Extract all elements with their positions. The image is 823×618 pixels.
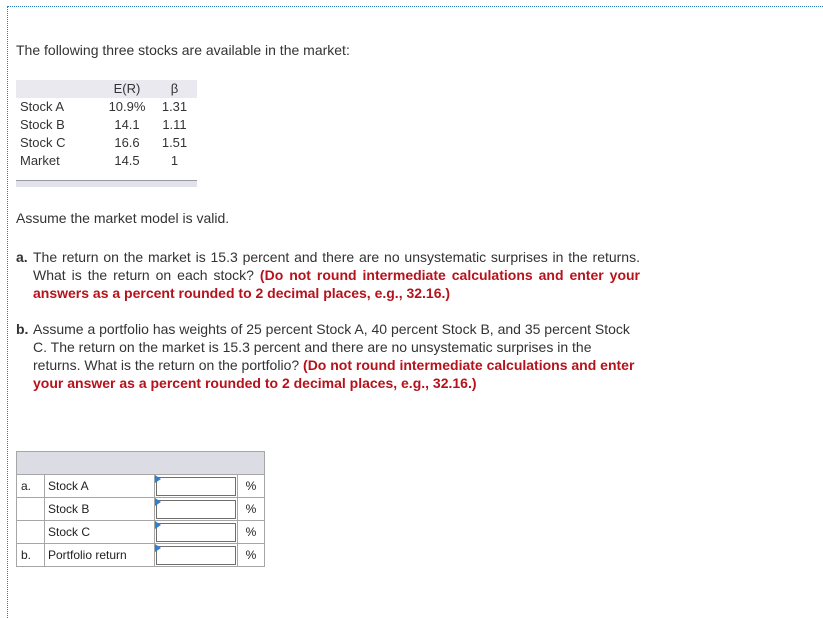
answer-letter	[17, 521, 45, 544]
question-a-label: a.	[16, 249, 28, 265]
input-flag-icon	[155, 498, 161, 506]
answer-input-cell	[155, 498, 238, 521]
stock-name: Market	[20, 153, 60, 168]
percent-unit: %	[238, 521, 265, 544]
percent-unit: %	[238, 475, 265, 498]
answer-table	[16, 451, 265, 567]
assumption-text: Assume the market model is valid.	[16, 210, 230, 226]
header-cell-expected-return: E(R)	[113, 81, 141, 96]
answer-label: Stock B	[45, 498, 155, 521]
stock-b-return-input[interactable]	[156, 500, 236, 519]
intro-text: The following three stocks are available in the market:	[16, 42, 350, 58]
stock-beta: 1.51	[161, 135, 188, 150]
question-a-body	[16, 248, 640, 302]
stock-row	[16, 134, 197, 152]
header-cell-beta: β	[170, 81, 179, 96]
stock-expected-return: 14.1	[114, 117, 140, 132]
question-a	[16, 248, 640, 302]
answer-input-cell	[155, 475, 238, 498]
stock-c-return-input[interactable]	[156, 523, 236, 542]
percent-unit: %	[238, 544, 265, 567]
question-b	[16, 320, 640, 392]
answer-input-cell	[155, 544, 238, 567]
stock-expected-return: 14.5	[114, 153, 140, 168]
portfolio-return-input[interactable]	[156, 546, 236, 565]
answer-header-cell	[17, 452, 265, 475]
frame-left-border	[7, 6, 8, 618]
answer-label: Portfolio return	[45, 544, 155, 567]
answer-input-cell	[155, 521, 238, 544]
answer-row	[17, 521, 265, 544]
question-b-label: b.	[16, 321, 29, 337]
answer-label: Stock C	[45, 521, 155, 544]
stock-row	[16, 116, 197, 134]
stock-beta: 1.31	[161, 99, 188, 114]
answer-row	[17, 475, 265, 498]
stock-row	[16, 152, 197, 170]
frame-top-border	[7, 6, 823, 7]
header-cell-blank	[16, 80, 102, 98]
stock-expected-return: 16.6	[114, 135, 140, 150]
stock-a-return-input[interactable]	[156, 477, 236, 496]
input-flag-icon	[155, 544, 161, 552]
stock-expected-return: 10.9%	[108, 99, 146, 114]
answer-row	[17, 498, 265, 521]
stock-name: Stock C	[20, 135, 66, 150]
answer-letter: a.	[17, 475, 45, 498]
stock-row	[16, 98, 197, 116]
question-b-instruction: (Do not round intermediate calculations and enter your answer as a percent rounded to 2 decimal places, e.g., 32.16.)	[33, 357, 635, 391]
answer-letter: b.	[17, 544, 45, 567]
answer-letter	[17, 498, 45, 521]
stock-name: Stock A	[20, 99, 65, 114]
stock-name: Stock B	[20, 117, 65, 132]
table-bottom-bar	[16, 180, 197, 187]
question-a-text: The return on the market is 15.3 percent and there are no unsystematic surprises in the returns. What is the return on each stock?	[33, 249, 640, 283]
answer-row	[17, 544, 265, 567]
answer-label: Stock A	[45, 475, 155, 498]
percent-unit: %	[238, 498, 265, 521]
question-b-body	[16, 320, 640, 392]
question-a-instruction: (Do not round intermediate calculations and enter your answers as a percent rounded to 2 decimal places, e.g., 32.16.)	[33, 267, 640, 301]
answer-table-header	[17, 452, 265, 475]
input-flag-icon	[155, 521, 161, 529]
stock-data-table	[16, 80, 197, 187]
input-flag-icon	[155, 475, 161, 483]
stock-beta: 1	[170, 153, 179, 168]
question-b-text: Assume a portfolio has weights of 25 percent Stock A, 40 percent Stock B, and 35 percent Stock C. The return on the market is 15.3 percent and there are no unsystematic surprises in the returns. What is the return on the portfolio?	[33, 321, 630, 373]
stock-beta: 1.11	[162, 117, 187, 132]
stock-table-header	[16, 80, 197, 98]
